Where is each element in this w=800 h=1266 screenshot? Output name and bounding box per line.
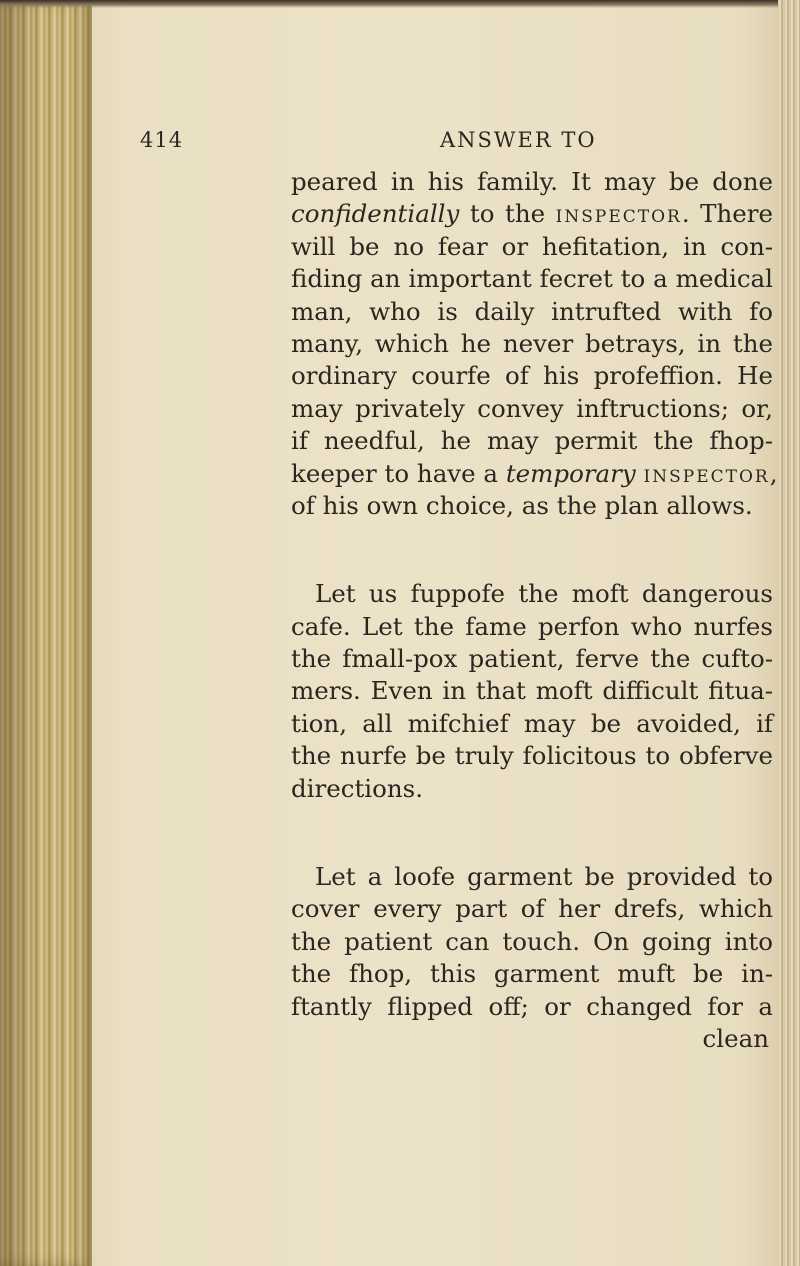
text-line [291,926,773,958]
text-line [291,198,773,230]
page-top-edge [0,0,800,8]
text-run: Let us fuppofe the moft dangerous [315,579,773,609]
catchword: clean [702,1023,769,1053]
text-line [291,231,773,263]
text-line [291,393,773,425]
text-run: of his own choice, as the plan allows. [291,490,753,520]
text-line [291,328,773,360]
text-line [291,360,773,392]
text-run [636,459,644,488]
small-caps-text: INSPECTOR [555,207,682,228]
paragraph-gap [291,805,773,861]
text-line [291,166,773,198]
italic-text: temporary [505,458,636,488]
text-line [291,425,773,457]
text-run: the nurfe be truly folicitous to obferve [291,741,773,771]
small-caps-text: INSPECTOR [643,466,770,487]
text-run: cafe. Let the fame perfon who nurfes [291,611,773,641]
italic-text: confidentially [291,199,460,229]
text-run: Let a loofe garment be provided to [315,862,773,892]
text-line [291,773,773,805]
text-line [291,708,773,740]
text-run: the fmall-pox patient, ferve the cufto- [291,644,773,674]
running-head: ANSWER TO [440,128,597,152]
paragraph-gap [291,522,773,578]
text-line [291,263,773,295]
text-line [291,675,773,707]
text-run: directions. [291,773,424,803]
text-run: to the [459,199,556,229]
page-fore-edge [778,0,800,1266]
page-number: 414 [140,128,184,152]
text-run: mers. Even in that moft difficult fitua- [291,676,773,706]
text-run: many, which he never betrays, in the [291,328,773,358]
text-line [291,861,773,893]
text-run: may privately convey inftructions; or, [291,393,773,423]
text-run: keeper to have a [291,458,506,488]
text-run: . There [681,199,773,229]
text-run: cover every part of her drefs, which [291,894,773,924]
text-run: if needful, he may permit the fhop- [291,426,773,456]
text-line [291,740,773,772]
text-line [291,611,773,643]
text-line [291,643,773,675]
gutter-shadow [0,0,40,1266]
text-run: ftantly flipped off; or changed for a [291,991,773,1021]
text-line [291,296,773,328]
text-run: ordinary courfe of his profeffion. He [291,361,773,391]
text-run: tion, all mifchief may be avoided, if [291,708,773,738]
text-line [291,893,773,925]
body-text [291,166,778,1055]
text-line [291,490,773,522]
text-run: the patient can touch. On going into [291,926,773,956]
text-run: fiding an important fecret to a medical [291,264,773,294]
text-run: , [769,458,778,488]
text-run: man, who is daily intrufted with fo [291,296,773,326]
text-run: the fhop, this garment muft be in- [291,959,773,989]
text-line [291,958,773,990]
text-line [291,991,773,1023]
text-run: peared in his family. It may be done [291,167,773,196]
text-run: will be no fear or hefitation, in con- [291,231,773,261]
text-line [291,458,778,490]
text-line [291,578,773,610]
